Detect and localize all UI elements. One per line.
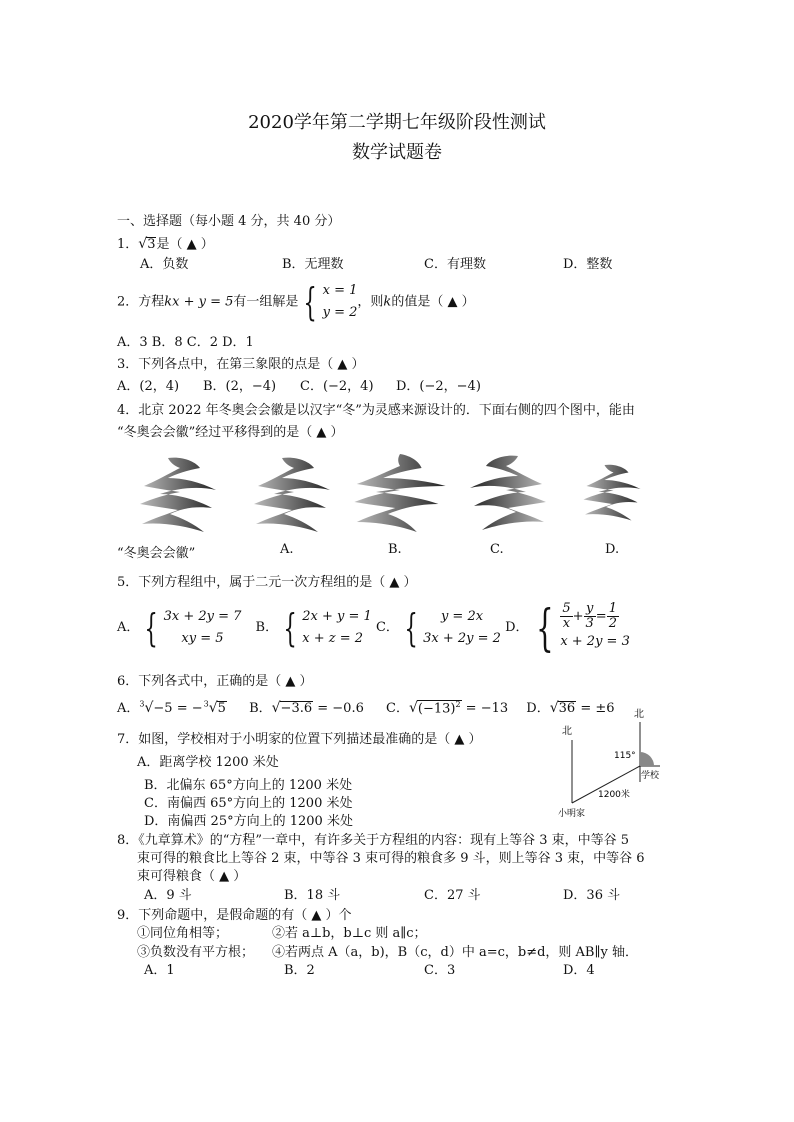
q3-option-d: D．(−2，−4) <box>396 379 481 394</box>
radicand: 36 <box>558 701 576 716</box>
emblem-option-d <box>584 465 641 521</box>
caption-b: B. <box>388 542 402 557</box>
q1-option-b: B．无理数 <box>282 257 344 272</box>
option-label: B． <box>249 701 272 716</box>
q9-item-3: ③负数没有平方根； <box>137 945 255 960</box>
emblem-figures <box>120 448 660 538</box>
brace: { <box>303 280 318 324</box>
north-label-school: 北 <box>634 709 644 720</box>
q9-option-c: C．3 <box>424 963 456 978</box>
q6-options: A．$^3$√−5 = −$^3$√5 B．√−3.6 = −0.6 C．$√(-13)^2 = -13$ D．√36 = ±6 <box>117 699 615 716</box>
option-label: D． <box>505 620 529 635</box>
equation-system <box>323 280 358 324</box>
equation-system-a <box>164 606 242 650</box>
cube-root-sign: √ <box>144 700 154 716</box>
expression: = −0.6 <box>313 701 364 716</box>
q7-option-d: D．南偏西 25°方向上的 1200 米处 <box>144 814 353 829</box>
q8-option-c: C．27 斗 <box>424 888 481 903</box>
q1-option-c: C．有理数 <box>424 257 486 272</box>
exam-subtitle: 数学试题卷 <box>352 142 442 163</box>
fraction-equation: $\frac{5}{x}$ + $\frac{y}{3}$ = $\frac{1}{2}$ <box>562 601 617 631</box>
brace: { <box>144 605 159 650</box>
q3-option-b: B．(2，−4) <box>203 379 277 394</box>
q3-option-c: C．(−2，4) <box>300 379 374 394</box>
q1-option-a: A．负数 <box>140 257 189 272</box>
q7-option-c: C．南偏西 65°方向上的 1200 米处 <box>144 796 353 811</box>
question-8-line1: 8．《九章算术》的“方程”一章中，有许多关于方程组的内容：现有上等谷 3 束，中等谷 5 <box>117 833 630 848</box>
question-6-stem: 6．下列各式中，正确的是（ ▲ ） <box>117 674 313 689</box>
option-label: C． <box>375 620 399 635</box>
option-label: D． <box>526 701 550 716</box>
question-text: 2．方程 <box>117 294 165 310</box>
school-label: 学校 <box>641 771 660 781</box>
equation-line: y = 2x <box>440 608 484 624</box>
q8-option-b: B．18 斗 <box>284 888 341 903</box>
radicand: 3 <box>147 237 156 252</box>
expression: = ±6 <box>576 701 615 716</box>
sqrt-sign: √ <box>271 700 281 716</box>
q9-item-2: ②若 a⊥b，b⊥c 则 a∥c； <box>272 926 427 941</box>
brace: { <box>404 605 418 650</box>
question-number: 1． <box>117 237 139 252</box>
caption-d: D. <box>605 542 620 557</box>
expression: = −13 <box>461 701 509 716</box>
angle-label: 115° <box>614 751 636 761</box>
question-4-stem-line1: 4．北京 2022 年冬奥会会徽是以汉字“冬”为灵感来源设计的．下面右侧的四个图中，能由 <box>117 403 635 418</box>
question-text: 有一组解是 <box>233 294 299 310</box>
emblem-original <box>140 458 216 532</box>
angle-arc <box>640 752 654 766</box>
q9-option-d: D．4 <box>563 963 595 978</box>
question-text: 的值是（ ▲ ） <box>391 294 475 310</box>
question-4-stem-line2: “冬奥会会徽”经过平移得到的是（ ▲ ） <box>117 425 344 440</box>
exam-title: 2020学年第二学期七年级阶段性测试 <box>248 112 546 133</box>
q8-option-d: D．36 斗 <box>563 888 621 903</box>
sqrt-sign: √ <box>408 700 418 716</box>
q1-option-d: D．整数 <box>563 257 613 272</box>
radicand-text: (−13) <box>417 701 456 716</box>
question-text: ，则 <box>357 294 384 310</box>
equation-line: 3x + 2y = 2 <box>423 630 501 646</box>
q2-options: A．3 B．8 C．2 D．1 <box>117 335 254 350</box>
direction-diagram <box>550 700 700 820</box>
equation-system-d <box>560 602 630 653</box>
option-label: C． <box>386 701 409 716</box>
cube-root-sign: √ <box>208 700 218 716</box>
brace: { <box>535 598 554 657</box>
home-label: 小明家 <box>558 809 586 819</box>
emblem-option-a <box>254 458 330 532</box>
equation-line: 2x + y = 1 <box>302 608 372 624</box>
q9-item-4: ④若两点 A（a，b)，B（c，d）中 a=c，b≠d，则 AB∥y 轴． <box>272 945 638 960</box>
distance-label: 1200米 <box>598 790 630 800</box>
option-label: B． <box>255 620 279 635</box>
q9-option-a: A．1 <box>144 963 175 978</box>
q3-option-a: A．(2，4) <box>117 379 180 394</box>
option-label: A． <box>117 701 140 716</box>
q9-option-b: B．2 <box>284 963 315 978</box>
q9-item-1: ①同位角相等； <box>137 926 229 941</box>
emblem-option-c <box>470 456 546 530</box>
equation-system-c <box>423 606 501 650</box>
caption-c: C. <box>490 542 504 557</box>
sqrt-sign: √ <box>549 700 559 716</box>
radicand: 5 <box>217 701 226 716</box>
equation-line: y = 2 <box>322 305 358 320</box>
question-5-stem: 5．下列方程组中，属于二元一次方程组的是（ ▲ ） <box>117 575 417 590</box>
equation: kx + y = 5 <box>164 294 234 310</box>
equation-line: x + 2y = 3 <box>560 634 630 649</box>
radicand: −3.6 <box>280 701 313 716</box>
question-1-stem <box>117 233 214 252</box>
option-label: A． <box>117 620 140 635</box>
variable: k <box>383 294 392 310</box>
north-label-home: 北 <box>562 726 572 737</box>
q8-option-a: A．9 斗 <box>144 888 192 903</box>
question-tail: 是（ ▲ ） <box>156 237 214 252</box>
equation-line: xy = 5 <box>181 630 224 646</box>
question-9-stem: 9．下列命题中，是假命题的有（ ▲ ）个 <box>117 908 352 923</box>
question-8-line2: 束可得的粮食比上等谷 2 束，中等谷 3 束可得的粮食多 9 斗，则上等谷 3 束，中等谷 6 <box>137 851 645 866</box>
sqrt-sign: √ <box>138 236 148 252</box>
q5-options <box>117 598 630 657</box>
equation-system-b <box>302 606 372 650</box>
caption-a: A. <box>280 542 294 557</box>
equation-line: x + z = 2 <box>302 630 364 646</box>
q7-option-a: A．距离学校 1200 米处 <box>137 755 279 770</box>
caption-original: “冬奥会会徽” <box>117 546 196 561</box>
expression: −5 = − <box>153 701 203 716</box>
q7-option-b: B．北偏东 65°方向上的 1200 米处 <box>144 778 353 793</box>
brace: { <box>283 605 297 650</box>
question-2-stem <box>117 280 475 324</box>
question-3-stem: 3．下列各点中，在第三象限的点是（ ▲ ） <box>117 357 365 372</box>
question-7-stem: 7．如图，学校相对于小明家的位置下列描述最准确的是（ ▲ ） <box>117 732 482 747</box>
question-8-line3: 束可得粮食（ ▲ ） <box>137 869 247 884</box>
section-heading: 一、选择题（每小题 4 分，共 40 分） <box>117 214 341 229</box>
radicand: $(-13)^2$ <box>417 699 461 716</box>
equation-line: x = 1 <box>322 283 358 298</box>
equation-line: 3x + 2y = 7 <box>163 608 242 624</box>
emblem-option-b <box>354 454 445 532</box>
